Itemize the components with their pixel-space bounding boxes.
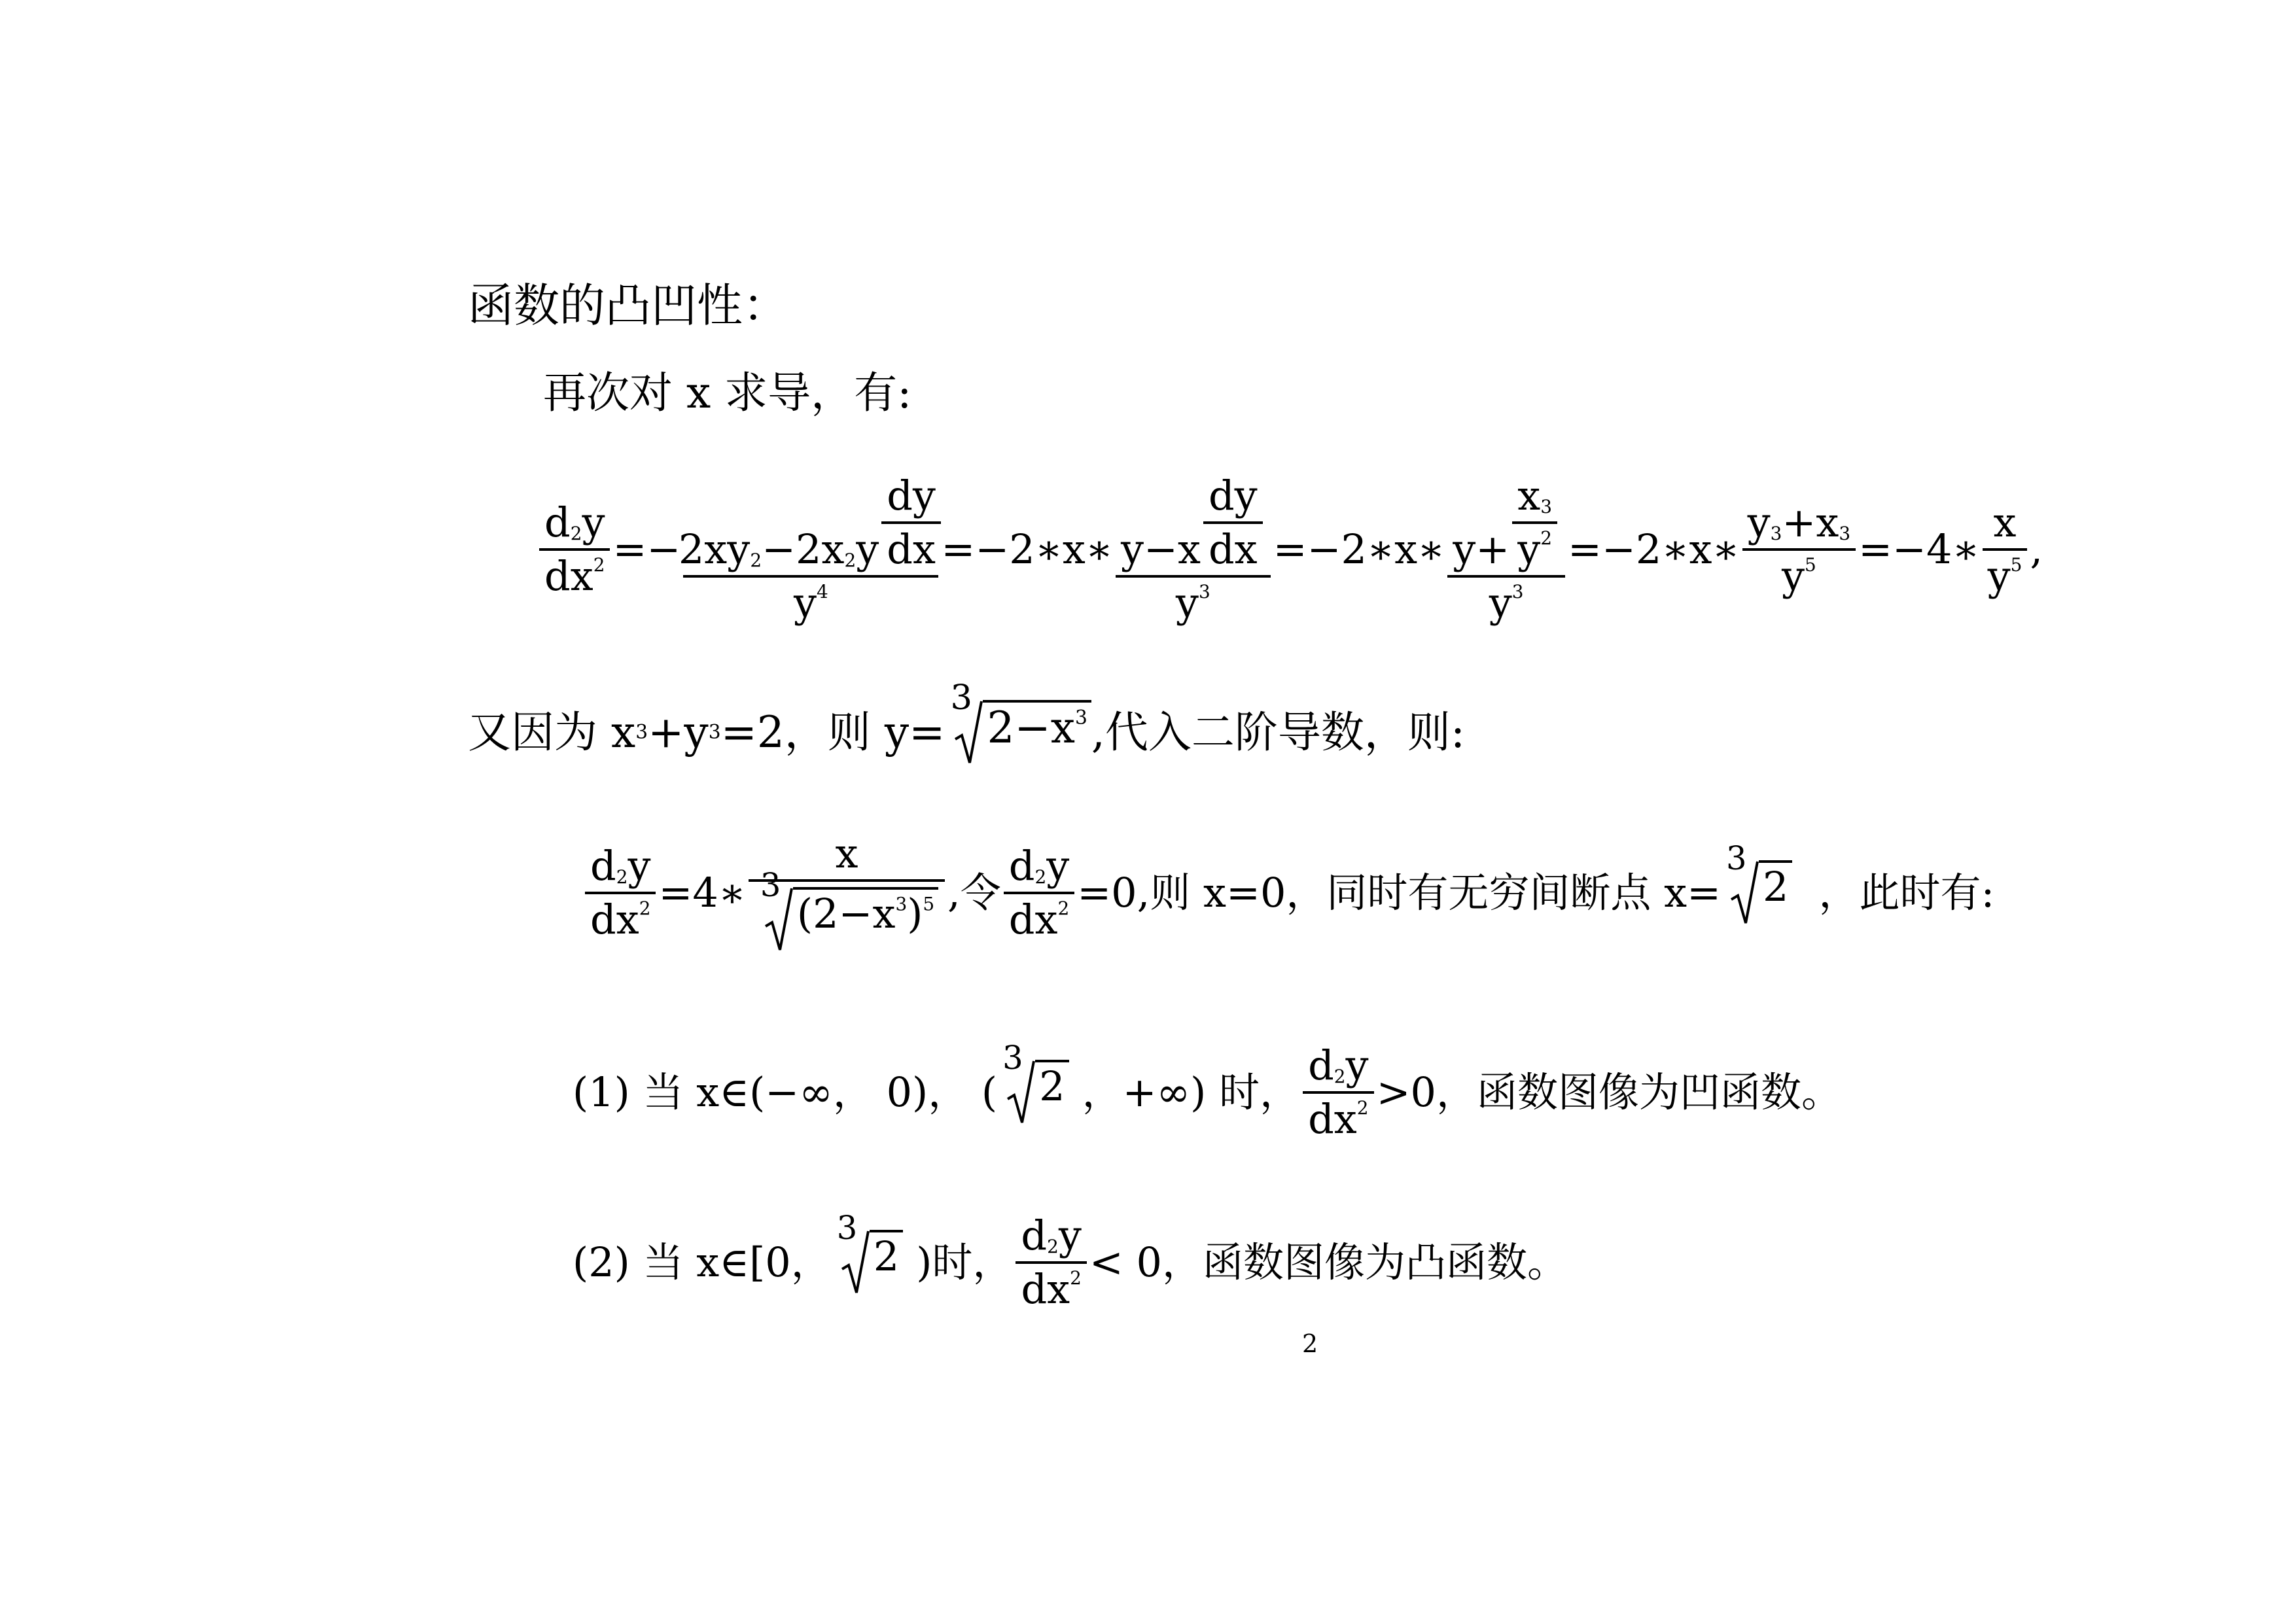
- cube-root-2: 3 2: [841, 1230, 903, 1295]
- cube-root-2: 3 2: [1730, 860, 1792, 926]
- cube-root-2: 3 2: [1006, 1060, 1069, 1125]
- fraction-d2y-dx2-b: d 2 y dx 2: [1004, 846, 1074, 940]
- fraction-d2y-dx2: d 2 y dx 2: [1303, 1045, 1373, 1140]
- fraction-d2y-dx2: d 2 y dx 2: [539, 502, 610, 597]
- fraction-term-1: 2xy 2 −2x 2 y $\frac{dy}{dx}$ y 4: [683, 476, 938, 623]
- section-heading: 函数的凸凹性：: [468, 279, 788, 332]
- fraction-term-5: x y 5: [1983, 502, 2028, 597]
- fraction-term-4: y 3 +x 3 y 5: [1742, 502, 1856, 597]
- second-derivative-result: d 2 y dx 2 =4∗ x 3 $(2-x^3)^5$ ,令 d 2 y dx 2 =0,则 x=0，同时有无穷间断点 x= 3 2 ，此时有:: [582, 805, 1994, 981]
- substitution-line: 又因为 x 3 +y 3 =2，则 y= 3 $2-x^3$ ,代入二阶导数，则:: [468, 693, 1465, 772]
- fraction-term-2: y−x $\frac{dy}{dx}$ y 3: [1116, 476, 1271, 623]
- case-1: (1) 当 x∈(−∞， 0)， ( 3 2 ，+∞) 时， d 2 y dx 2 >0，函数图像为凹函数。: [573, 1038, 1842, 1143]
- cube-root-expression: 3 $2-x^3$: [954, 700, 1091, 765]
- fraction-d2y-dx2: d 2 y dx 2: [1016, 1215, 1086, 1310]
- fraction-d2y-dx2: d 2 y dx 2: [585, 846, 656, 940]
- second-derivative-equation: d 2 y dx 2 =− 2xy 2 −2x 2 y $\frac{dy}{dx}$ y 4 =−2∗x∗ y−x $\frac{dy}{dx}$ y 3 =−2∗x∗ y+ x 3 y 2 y 3 =−2∗x∗ y 3 +x 3 y 5 =−4∗ x y 5 ,: [537, 451, 2043, 648]
- fraction-term-3: y+ x 3 y 2 y 3: [1447, 476, 1565, 623]
- intro-text: 再次对 x 求导，有:: [543, 368, 912, 418]
- case-2: (2) 当 x∈[0， 3 2 )时， d 2 y dx 2 < 0，函数图像为凸函数。: [573, 1208, 1568, 1313]
- page-number: 2: [1302, 1329, 1318, 1358]
- fraction-x-over-root: x 3 $(2-x^3)^5$: [749, 833, 945, 952]
